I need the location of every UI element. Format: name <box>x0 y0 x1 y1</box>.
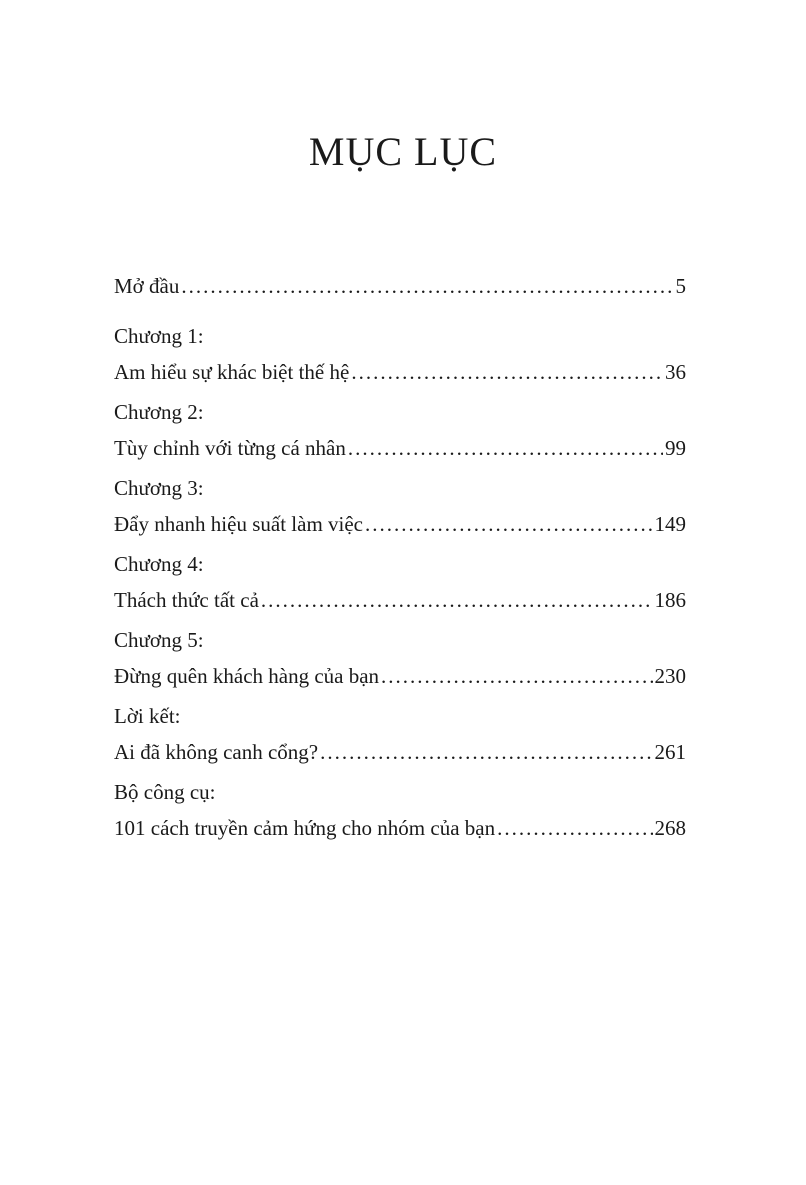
toc-entry-title: Đừng quên khách hàng của bạn <box>114 664 380 688</box>
toc-page-number: 230 <box>654 664 686 688</box>
dot-leader <box>497 810 652 846</box>
toc-entry-chapter-2 <box>114 394 686 466</box>
dot-leader <box>351 354 663 390</box>
toc-line <box>114 506 686 542</box>
toc-line <box>114 430 686 466</box>
dot-leader <box>181 268 673 304</box>
chapter-label: Chương 1: <box>114 324 204 348</box>
toc-entry-title: 101 cách truyền cảm hứng cho nhóm của bạn <box>114 816 496 840</box>
dot-leader <box>348 430 663 466</box>
chapter-label: Chương 4: <box>114 552 204 576</box>
toc-line <box>114 658 686 694</box>
toc-entry-title: Thách thức tất cả <box>114 588 259 612</box>
toc-page-number: 261 <box>654 740 686 764</box>
dot-leader <box>381 658 652 694</box>
toc-entry-title: Ai đã không canh cổng? <box>114 740 319 764</box>
toc-line <box>114 354 686 390</box>
chapter-label: Chương 3: <box>114 476 204 500</box>
chapter-label: Lời kết: <box>114 704 181 728</box>
toc-page-number: 5 <box>675 274 686 298</box>
toc-entry-toolkit <box>114 774 686 846</box>
toc-entry-title: Am hiểu sự khác biệt thế hệ <box>114 360 350 384</box>
toc-line <box>114 734 686 770</box>
toc-entry-title: Mở đầu <box>114 274 180 298</box>
toc-entry-chapter-3 <box>114 470 686 542</box>
toc-page-number: 99 <box>665 436 686 460</box>
chapter-label: Chương 2: <box>114 400 204 424</box>
dot-leader <box>261 582 653 618</box>
chapter-label: Bộ công cụ: <box>114 780 216 804</box>
page-title: MỤC LỤC <box>308 129 498 174</box>
table-of-contents <box>114 268 686 850</box>
toc-line <box>114 268 686 304</box>
toc-entry-title: Đẩy nhanh hiệu suất làm việc <box>114 512 364 536</box>
chapter-label: Chương 5: <box>114 628 204 652</box>
toc-page-number: 149 <box>654 512 686 536</box>
toc-entry-chapter-4 <box>114 546 686 618</box>
dot-leader <box>320 734 652 770</box>
toc-line <box>114 582 686 618</box>
toc-page-number: 268 <box>654 816 686 840</box>
toc-entry-intro <box>114 268 686 304</box>
toc-line <box>114 810 686 846</box>
toc-entry-epilogue <box>114 698 686 770</box>
toc-page-number: 36 <box>665 360 686 384</box>
dot-leader <box>365 506 652 542</box>
toc-entry-chapter-5 <box>114 622 686 694</box>
toc-entry-chapter-1 <box>114 318 686 390</box>
toc-page-number: 186 <box>654 588 686 612</box>
toc-entry-title: Tùy chỉnh với từng cá nhân <box>114 436 346 460</box>
